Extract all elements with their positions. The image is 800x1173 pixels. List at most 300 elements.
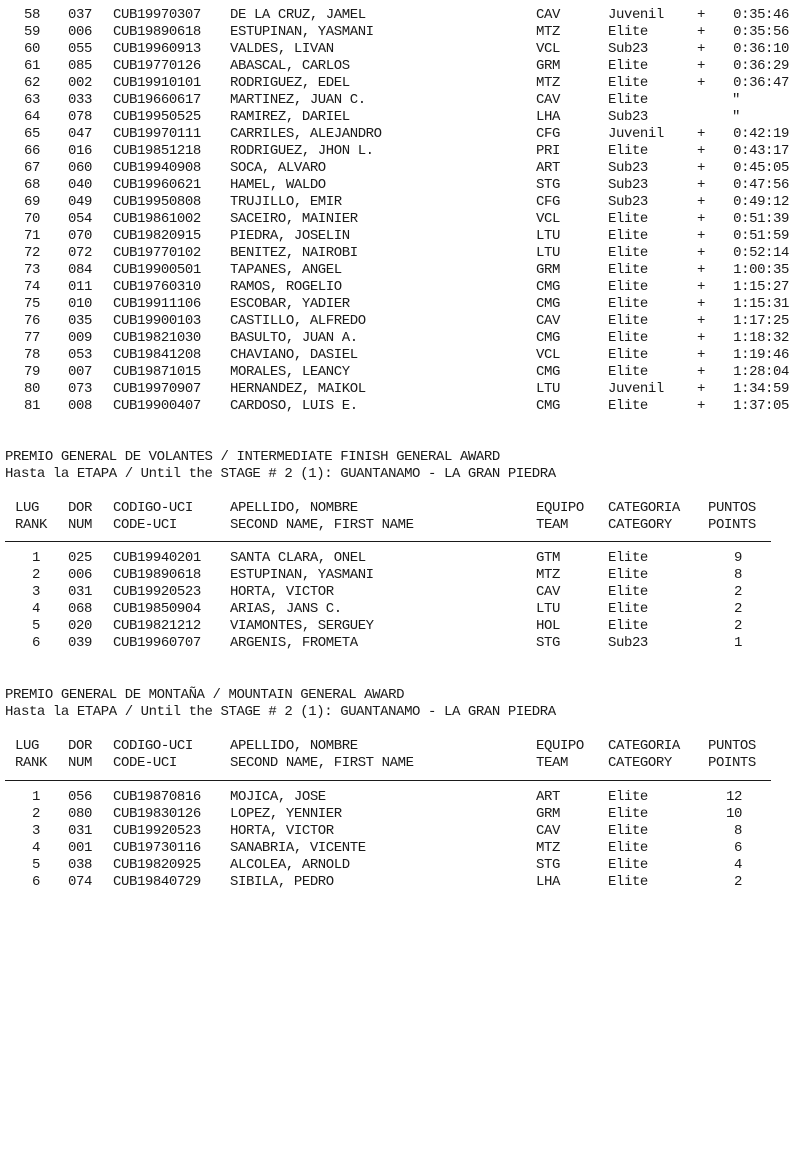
bib-number-cell: 070 — [68, 228, 92, 244]
team-cell: CFG — [536, 194, 560, 210]
table-row — [0, 92, 800, 109]
column-header-name: SECOND NAME, FIRST NAME — [230, 517, 414, 533]
category-cell: Elite — [608, 789, 648, 805]
rank-cell: 2 — [32, 806, 40, 822]
gap-sign-cell: + — [697, 296, 705, 312]
team-cell: VCL — [536, 211, 560, 227]
bib-number-cell: 008 — [68, 398, 92, 414]
table-row — [0, 840, 800, 857]
rank-cell: 5 — [32, 618, 40, 634]
gap-sign-cell: + — [697, 24, 705, 40]
gap-sign-cell: + — [697, 194, 705, 210]
category-cell: Elite — [608, 75, 648, 91]
intermediate-award-title: PREMIO GENERAL DE VOLANTES / INTERMEDIATE FINISH GENERAL AWARD — [5, 449, 500, 465]
team-cell: MTZ — [536, 75, 560, 91]
uci-code-cell: CUB19760310 — [113, 279, 201, 295]
category-cell: Elite — [608, 347, 648, 363]
team-cell: CAV — [536, 823, 560, 839]
team-cell: CMG — [536, 398, 560, 414]
rider-name-cell: CASTILLO, ALFREDO — [230, 313, 366, 329]
uci-code-cell: CUB19890618 — [113, 567, 201, 583]
column-header-rank: LUG — [15, 500, 39, 516]
uci-code-cell: CUB19900501 — [113, 262, 201, 278]
rank-cell: 72 — [24, 245, 40, 261]
gap-sign-cell: + — [697, 262, 705, 278]
rank-cell: 3 — [32, 584, 40, 600]
time-gap-cell: 0:36:47 — [733, 75, 789, 91]
points-cell: 9 — [734, 550, 742, 566]
category-cell: Sub23 — [608, 194, 648, 210]
table-row — [0, 279, 800, 296]
gap-sign-cell: + — [697, 313, 705, 329]
category-cell: Sub23 — [608, 109, 648, 125]
category-cell: Elite — [608, 567, 648, 583]
time-gap-cell: 1:37:05 — [733, 398, 789, 414]
category-cell: Elite — [608, 24, 648, 40]
time-gap-cell: " — [732, 109, 740, 125]
team-cell: PRI — [536, 143, 560, 159]
category-cell: Elite — [608, 550, 648, 566]
category-cell: Elite — [608, 330, 648, 346]
rank-cell: 6 — [32, 635, 40, 651]
table-row — [0, 347, 800, 364]
rank-cell: 74 — [24, 279, 40, 295]
rider-name-cell: SANABRIA, VICENTE — [230, 840, 366, 856]
time-gap-cell: " — [732, 92, 740, 108]
category-cell: Elite — [608, 262, 648, 278]
bib-number-cell: 011 — [68, 279, 92, 295]
bib-number-cell: 072 — [68, 245, 92, 261]
gap-sign-cell: + — [697, 279, 705, 295]
bib-number-cell: 016 — [68, 143, 92, 159]
uci-code-cell: CUB19970907 — [113, 381, 201, 397]
table-row — [0, 567, 800, 584]
bib-number-cell: 010 — [68, 296, 92, 312]
category-cell: Elite — [608, 874, 648, 890]
table-row — [0, 364, 800, 381]
rank-cell: 69 — [24, 194, 40, 210]
table-row — [0, 126, 800, 143]
gap-sign-cell: + — [697, 347, 705, 363]
rank-cell: 1 — [32, 550, 40, 566]
table-row — [0, 789, 800, 806]
uci-code-cell: CUB19830126 — [113, 806, 201, 822]
gap-sign-cell: + — [697, 143, 705, 159]
uci-code-cell: CUB19940908 — [113, 160, 201, 176]
rider-name-cell: VALDES, LIVAN — [230, 41, 334, 57]
category-cell: Juvenil — [608, 7, 664, 23]
column-header-bib: NUM — [68, 517, 92, 533]
category-cell: Elite — [608, 364, 648, 380]
uci-code-cell: CUB19851218 — [113, 143, 201, 159]
uci-code-cell: CUB19900103 — [113, 313, 201, 329]
column-header-name: APELLIDO, NOMBRE — [230, 500, 358, 516]
column-header-category: CATEGORIA — [608, 738, 680, 754]
rider-name-cell: HORTA, VICTOR — [230, 584, 334, 600]
time-gap-cell: 1:28:04 — [733, 364, 789, 380]
category-cell: Elite — [608, 398, 648, 414]
table-row — [0, 296, 800, 313]
team-cell: LTU — [536, 228, 560, 244]
rider-name-cell: MARTINEZ, JUAN C. — [230, 92, 366, 108]
table-row — [0, 228, 800, 245]
bib-number-cell: 054 — [68, 211, 92, 227]
bib-number-cell: 006 — [68, 567, 92, 583]
time-gap-cell: 0:52:14 — [733, 245, 789, 261]
uci-code-cell: CUB19850904 — [113, 601, 201, 617]
mountain-award-subtitle: Hasta la ETAPA / Until the STAGE # 2 (1): GUANTANAMO - LA GRAN PIEDRA — [5, 704, 556, 720]
team-cell: CAV — [536, 7, 560, 23]
points-cell: 8 — [734, 823, 742, 839]
rider-name-cell: HORTA, VICTOR — [230, 823, 334, 839]
bib-number-cell: 080 — [68, 806, 92, 822]
rank-cell: 3 — [32, 823, 40, 839]
rank-cell: 76 — [24, 313, 40, 329]
team-cell: CFG — [536, 126, 560, 142]
time-gap-cell: 1:19:46 — [733, 347, 789, 363]
column-header-rank: RANK — [15, 755, 47, 771]
bib-number-cell: 002 — [68, 75, 92, 91]
points-cell: 8 — [734, 567, 742, 583]
gap-sign-cell: + — [697, 398, 705, 414]
rank-cell: 63 — [24, 92, 40, 108]
rider-name-cell: ALCOLEA, ARNOLD — [230, 857, 350, 873]
uci-code-cell: CUB19960621 — [113, 177, 201, 193]
category-cell: Elite — [608, 92, 648, 108]
bib-number-cell: 055 — [68, 41, 92, 57]
gap-sign-cell: + — [697, 245, 705, 261]
table-row — [0, 874, 800, 891]
time-gap-cell: 0:35:56 — [733, 24, 789, 40]
table-row — [0, 806, 800, 823]
team-cell: LHA — [536, 109, 560, 125]
rank-cell: 79 — [24, 364, 40, 380]
gap-sign-cell: + — [697, 381, 705, 397]
rider-name-cell: CHAVIANO, DASIEL — [230, 347, 358, 363]
column-header-team: TEAM — [536, 755, 568, 771]
rider-name-cell: PIEDRA, JOSELIN — [230, 228, 350, 244]
gap-sign-cell: + — [697, 58, 705, 74]
time-gap-cell: 1:34:59 — [733, 381, 789, 397]
time-gap-cell: 0:36:29 — [733, 58, 789, 74]
rider-name-cell: RAMIREZ, DARIEL — [230, 109, 350, 125]
table-row — [0, 177, 800, 194]
rider-name-cell: ESTUPINAN, YASMANI — [230, 567, 374, 583]
category-cell: Elite — [608, 245, 648, 261]
rider-name-cell: SOCA, ALVARO — [230, 160, 326, 176]
category-cell: Elite — [608, 823, 648, 839]
bib-number-cell: 085 — [68, 58, 92, 74]
rider-name-cell: ARGENIS, FROMETA — [230, 635, 358, 651]
table-row — [0, 823, 800, 840]
points-cell: 2 — [734, 584, 742, 600]
uci-code-cell: CUB19871015 — [113, 364, 201, 380]
time-gap-cell: 1:15:27 — [733, 279, 789, 295]
rider-name-cell: CARDOSO, LUIS E. — [230, 398, 358, 414]
time-gap-cell: 1:17:25 — [733, 313, 789, 329]
column-header-team: EQUIPO — [536, 500, 584, 516]
points-cell: 4 — [734, 857, 742, 873]
time-gap-cell: 0:42:19 — [733, 126, 789, 142]
rank-cell: 4 — [32, 601, 40, 617]
uci-code-cell: CUB19910101 — [113, 75, 201, 91]
category-cell: Elite — [608, 857, 648, 873]
uci-code-cell: CUB19870816 — [113, 789, 201, 805]
table-row — [0, 58, 800, 75]
column-header-name: APELLIDO, NOMBRE — [230, 738, 358, 754]
uci-code-cell: CUB19960913 — [113, 41, 201, 57]
team-cell: GRM — [536, 58, 560, 74]
category-cell: Elite — [608, 211, 648, 227]
rider-name-cell: HERNANDEZ, MAIKOL — [230, 381, 366, 397]
uci-code-cell: CUB19821212 — [113, 618, 201, 634]
time-gap-cell: 0:51:39 — [733, 211, 789, 227]
rider-name-cell: SACEIRO, MAINIER — [230, 211, 358, 227]
column-header-uci-code: CODE-UCI — [113, 517, 177, 533]
mountain-award-divider — [5, 780, 771, 781]
table-row — [0, 398, 800, 415]
rider-name-cell: LOPEZ, YENNIER — [230, 806, 342, 822]
category-cell: Sub23 — [608, 635, 648, 651]
team-cell: LHA — [536, 874, 560, 890]
rank-cell: 81 — [24, 398, 40, 414]
rank-cell: 4 — [32, 840, 40, 856]
team-cell: GRM — [536, 806, 560, 822]
bib-number-cell: 084 — [68, 262, 92, 278]
uci-code-cell: CUB19920523 — [113, 823, 201, 839]
table-row — [0, 381, 800, 398]
uci-code-cell: CUB19911106 — [113, 296, 201, 312]
team-cell: CMG — [536, 279, 560, 295]
rider-name-cell: VIAMONTES, SERGUEY — [230, 618, 374, 634]
rider-name-cell: BENITEZ, NAIROBI — [230, 245, 358, 261]
column-header-points: PUNTOS — [708, 500, 756, 516]
uci-code-cell: CUB19970307 — [113, 7, 201, 23]
column-header-category: CATEGORY — [608, 517, 672, 533]
team-cell: STG — [536, 635, 560, 651]
table-row — [0, 618, 800, 635]
column-header-category: CATEGORIA — [608, 500, 680, 516]
table-row — [0, 601, 800, 618]
points-cell: 12 — [726, 789, 742, 805]
team-cell: MTZ — [536, 567, 560, 583]
table-row — [0, 7, 800, 24]
table-row — [0, 857, 800, 874]
time-gap-cell: 1:00:35 — [733, 262, 789, 278]
bib-number-cell: 038 — [68, 857, 92, 873]
team-cell: HOL — [536, 618, 560, 634]
rider-name-cell: MORALES, LEANCY — [230, 364, 350, 380]
uci-code-cell: CUB19770126 — [113, 58, 201, 74]
rider-name-cell: DE LA CRUZ, JAMEL — [230, 7, 366, 23]
bib-number-cell: 009 — [68, 330, 92, 346]
rank-cell: 5 — [32, 857, 40, 873]
uci-code-cell: CUB19960707 — [113, 635, 201, 651]
table-row — [0, 584, 800, 601]
category-cell: Elite — [608, 296, 648, 312]
bib-number-cell: 033 — [68, 92, 92, 108]
gap-sign-cell: + — [697, 330, 705, 346]
time-gap-cell: 0:49:12 — [733, 194, 789, 210]
team-cell: LTU — [536, 245, 560, 261]
uci-code-cell: CUB19920523 — [113, 584, 201, 600]
team-cell: ART — [536, 789, 560, 805]
rank-cell: 77 — [24, 330, 40, 346]
team-cell: CAV — [536, 92, 560, 108]
bib-number-cell: 031 — [68, 823, 92, 839]
rank-cell: 6 — [32, 874, 40, 890]
gap-sign-cell: + — [697, 228, 705, 244]
bib-number-cell: 047 — [68, 126, 92, 142]
gap-sign-cell: + — [697, 7, 705, 23]
time-gap-cell: 0:47:56 — [733, 177, 789, 193]
rider-name-cell: RODRIGUEZ, EDEL — [230, 75, 350, 91]
team-cell: CAV — [536, 584, 560, 600]
team-cell: ART — [536, 160, 560, 176]
column-header-team: EQUIPO — [536, 738, 584, 754]
team-cell: LTU — [536, 381, 560, 397]
bib-number-cell: 040 — [68, 177, 92, 193]
time-gap-cell: 1:15:31 — [733, 296, 789, 312]
category-cell: Elite — [608, 58, 648, 74]
rider-name-cell: SANTA CLARA, ONEL — [230, 550, 366, 566]
time-gap-cell: 1:18:32 — [733, 330, 789, 346]
uci-code-cell: CUB19820915 — [113, 228, 201, 244]
table-row — [0, 550, 800, 567]
table-row — [0, 635, 800, 652]
rank-cell: 80 — [24, 381, 40, 397]
points-cell: 2 — [734, 601, 742, 617]
category-cell: Elite — [608, 840, 648, 856]
points-cell: 2 — [734, 874, 742, 890]
table-row — [0, 245, 800, 262]
rank-cell: 75 — [24, 296, 40, 312]
bib-number-cell: 035 — [68, 313, 92, 329]
rider-name-cell: HAMEL, WALDO — [230, 177, 326, 193]
category-cell: Elite — [608, 143, 648, 159]
uci-code-cell: CUB19970111 — [113, 126, 201, 142]
time-gap-cell: 0:51:59 — [733, 228, 789, 244]
table-row — [0, 75, 800, 92]
bib-number-cell: 073 — [68, 381, 92, 397]
uci-code-cell: CUB19861002 — [113, 211, 201, 227]
rider-name-cell: MOJICA, JOSE — [230, 789, 326, 805]
points-cell: 1 — [734, 635, 742, 651]
category-cell: Elite — [608, 279, 648, 295]
uci-code-cell: CUB19900407 — [113, 398, 201, 414]
rider-name-cell: CARRILES, ALEJANDRO — [230, 126, 382, 142]
category-cell: Elite — [608, 618, 648, 634]
rank-cell: 73 — [24, 262, 40, 278]
bib-number-cell: 031 — [68, 584, 92, 600]
gap-sign-cell: + — [697, 211, 705, 227]
time-gap-cell: 0:36:10 — [733, 41, 789, 57]
category-cell: Elite — [608, 228, 648, 244]
uci-code-cell: CUB19820925 — [113, 857, 201, 873]
uci-code-cell: CUB19841208 — [113, 347, 201, 363]
rider-name-cell: ESCOBAR, YADIER — [230, 296, 350, 312]
rank-cell: 64 — [24, 109, 40, 125]
bib-number-cell: 025 — [68, 550, 92, 566]
column-header-category: CATEGORY — [608, 755, 672, 771]
rider-name-cell: ARIAS, JANS C. — [230, 601, 342, 617]
bib-number-cell: 006 — [68, 24, 92, 40]
gap-sign-cell: + — [697, 364, 705, 380]
bib-number-cell: 020 — [68, 618, 92, 634]
column-header-rank: RANK — [15, 517, 47, 533]
team-cell: GTM — [536, 550, 560, 566]
gap-sign-cell: + — [697, 75, 705, 91]
column-header-points: PUNTOS — [708, 738, 756, 754]
bib-number-cell: 049 — [68, 194, 92, 210]
rank-cell: 58 — [24, 7, 40, 23]
intermediate-award-subtitle: Hasta la ETAPA / Until the STAGE # 2 (1): GUANTANAMO - LA GRAN PIEDRA — [5, 466, 556, 482]
team-cell: VCL — [536, 347, 560, 363]
category-cell: Elite — [608, 313, 648, 329]
rank-cell: 70 — [24, 211, 40, 227]
uci-code-cell: CUB19890618 — [113, 24, 201, 40]
table-row — [0, 41, 800, 58]
intermediate-award-divider — [5, 541, 771, 542]
category-cell: Elite — [608, 601, 648, 617]
table-row — [0, 194, 800, 211]
rider-name-cell: TAPANES, ANGEL — [230, 262, 342, 278]
column-header-name: SECOND NAME, FIRST NAME — [230, 755, 414, 771]
category-cell: Juvenil — [608, 381, 664, 397]
category-cell: Juvenil — [608, 126, 664, 142]
rider-name-cell: SIBILA, PEDRO — [230, 874, 334, 890]
bib-number-cell: 056 — [68, 789, 92, 805]
uci-code-cell: CUB19821030 — [113, 330, 201, 346]
rider-name-cell: RAMOS, ROGELIO — [230, 279, 342, 295]
rank-cell: 68 — [24, 177, 40, 193]
bib-number-cell: 007 — [68, 364, 92, 380]
table-row — [0, 160, 800, 177]
team-cell: CMG — [536, 330, 560, 346]
team-cell: MTZ — [536, 24, 560, 40]
table-row — [0, 143, 800, 160]
column-header-points: POINTS — [708, 517, 756, 533]
column-header-team: TEAM — [536, 517, 568, 533]
rank-cell: 1 — [32, 789, 40, 805]
column-header-bib: DOR — [68, 738, 92, 754]
column-header-uci-code: CODE-UCI — [113, 755, 177, 771]
time-gap-cell: 0:35:46 — [733, 7, 789, 23]
table-row — [0, 262, 800, 279]
rank-cell: 65 — [24, 126, 40, 142]
time-gap-cell: 0:43:17 — [733, 143, 789, 159]
rank-cell: 59 — [24, 24, 40, 40]
time-gap-cell: 0:45:05 — [733, 160, 789, 176]
column-header-points: POINTS — [708, 755, 756, 771]
rider-name-cell: RODRIGUEZ, JHON L. — [230, 143, 374, 159]
uci-code-cell: CUB19940201 — [113, 550, 201, 566]
mountain-award-title: PREMIO GENERAL DE MONTAÑA / MOUNTAIN GENERAL AWARD — [5, 687, 405, 703]
team-cell: MTZ — [536, 840, 560, 856]
category-cell: Elite — [608, 806, 648, 822]
table-row — [0, 109, 800, 126]
bib-number-cell: 039 — [68, 635, 92, 651]
rider-name-cell: ABASCAL, CARLOS — [230, 58, 350, 74]
gap-sign-cell: + — [697, 126, 705, 142]
rider-name-cell: TRUJILLO, EMIR — [230, 194, 342, 210]
column-header-bib: DOR — [68, 500, 92, 516]
uci-code-cell: CUB19770102 — [113, 245, 201, 261]
bib-number-cell: 053 — [68, 347, 92, 363]
rank-cell: 66 — [24, 143, 40, 159]
bib-number-cell: 001 — [68, 840, 92, 856]
category-cell: Sub23 — [608, 160, 648, 176]
